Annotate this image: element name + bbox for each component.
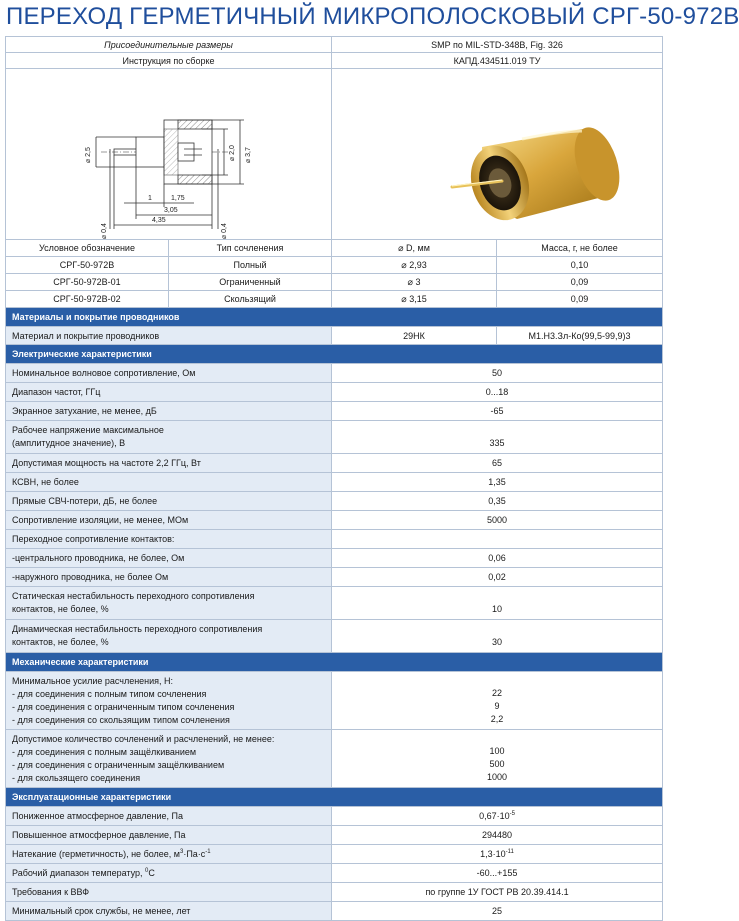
mechanical-section-header — [6, 653, 663, 672]
drawing-cell — [6, 69, 332, 240]
spec-label: Сопротивление изоляции, не менее, МОм — [6, 511, 332, 530]
dim-d25: ⌀ 2,5 — [85, 147, 92, 163]
spec-row — [6, 730, 663, 788]
spec-value — [332, 845, 663, 864]
spec-row — [6, 587, 663, 620]
spec-row — [6, 402, 663, 421]
dim-d04-right: ⌀ 0,4 — [221, 223, 228, 239]
variants-header-mass: Масса, г, не более — [497, 240, 663, 257]
variant-mating-type: Полный — [169, 257, 332, 274]
cycles-value: 500 — [489, 759, 505, 769]
spec-value: 50 — [332, 364, 663, 383]
cycles-value: 100 — [489, 746, 505, 756]
variant-mating-type: Скользящий — [169, 291, 332, 308]
materials-row — [6, 327, 663, 345]
spec-label: -наружного проводника, не более Ом — [6, 568, 332, 587]
dim-l435: 4,35 — [152, 217, 166, 224]
spec-value — [332, 807, 663, 826]
force-head: Минимальное усилие расчленения, Н: — [12, 675, 174, 686]
spec-row — [6, 549, 663, 568]
contact-resistance-title: Переходное сопротивление контактов: — [6, 530, 332, 549]
spec-label — [6, 864, 332, 883]
spec-row — [6, 845, 663, 864]
variant-diameter: ⌀ 3 — [332, 274, 497, 291]
spec-value: 25 — [332, 902, 663, 921]
spec-label — [6, 421, 332, 454]
materials-label: Материал и покрытие проводников — [6, 327, 332, 345]
spec-label: Прямые СВЧ-потери, дБ, не более — [6, 492, 332, 511]
connection-dimensions-row — [6, 37, 663, 53]
spec-label: Повышенное атмосферное давление, Па — [6, 826, 332, 845]
static-label-line1: Статическая нестабильность переходного сопротивления — [12, 591, 255, 601]
force-line: - для соединения со скользящим типом сочленения — [12, 714, 230, 725]
spec-label — [6, 620, 332, 653]
dim-l1: 1 — [148, 195, 152, 202]
variant-designation: СРГ-50-972В-02 — [6, 291, 169, 308]
voltage-label-line1: Рабочее напряжение максимальное — [12, 425, 164, 435]
variants-header-designation: Условное обозначение — [6, 240, 169, 257]
spec-label: -центрального проводника, не более, Ом — [6, 549, 332, 568]
leak-label-text: Натекание (герметичность), не более, м — [12, 849, 180, 859]
variant-diameter: ⌀ 2,93 — [332, 257, 497, 274]
spec-label — [6, 845, 332, 864]
assembly-instruction-label: Инструкция по сборке — [6, 53, 332, 69]
spec-row — [6, 902, 663, 921]
variant-designation: СРГ-50-972В — [6, 257, 169, 274]
variant-row — [6, 274, 663, 291]
assembly-instruction-row — [6, 53, 663, 69]
spec-label: Пониженное атмосферное давление, Па — [6, 807, 332, 826]
force-value: 22 — [492, 688, 503, 698]
cycles-line: - для соединения с ограниченным защёлкиванием — [12, 759, 225, 770]
spec-row — [6, 492, 663, 511]
spec-value — [332, 730, 663, 788]
dim-d20: ⌀ 2,0 — [229, 145, 236, 161]
variant-designation: СРГ-50-972В-01 — [6, 274, 169, 291]
spec-table — [5, 36, 663, 921]
spec-value: -60...+155 — [332, 864, 663, 883]
leak-label-text: ·Па·с — [183, 849, 206, 859]
variant-mass: 0,09 — [497, 274, 663, 291]
spec-value: 0...18 — [332, 383, 663, 402]
spec-row — [6, 883, 663, 902]
connector-drawing-icon — [6, 69, 332, 239]
low-pressure-mantissa: 0,67·10 — [479, 811, 510, 821]
mechanical-section-title: Механические характеристики — [6, 653, 663, 672]
spec-value: 30 — [332, 620, 663, 653]
variant-diameter: ⌀ 3,15 — [332, 291, 497, 308]
variants-header-row — [6, 240, 663, 257]
dynamic-label-line1: Динамическая нестабильность переходного сопротивления — [12, 624, 263, 634]
page-title: ПЕРЕХОД ГЕРМЕТИЧНЫЙ МИКРОПОЛОСКОВЫЙ СРГ-50-972В — [6, 3, 739, 30]
spec-value: 294480 — [332, 826, 663, 845]
spec-value: 0,35 — [332, 492, 663, 511]
dim-l175: 1,75 — [171, 195, 185, 202]
variant-mass: 0,10 — [497, 257, 663, 274]
dim-l305: 3,05 — [164, 207, 178, 214]
spec-value: -65 — [332, 402, 663, 421]
spec-value: 65 — [332, 454, 663, 473]
operational-section-header — [6, 788, 663, 807]
materials-material: 29НК — [332, 327, 497, 345]
spec-row — [6, 383, 663, 402]
images-row — [6, 69, 663, 240]
spec-value: 0,02 — [332, 568, 663, 587]
static-label-line2: контактов, не более, % — [12, 604, 109, 614]
photo-cell — [332, 69, 663, 240]
spec-row — [6, 807, 663, 826]
force-value: 2,2 — [490, 714, 504, 724]
dynamic-label-line2: контактов, не более, % — [12, 637, 109, 647]
temp-label-text: С — [148, 868, 155, 878]
low-pressure-exponent: -5 — [509, 811, 515, 817]
variant-row — [6, 291, 663, 308]
spec-value: 0,06 — [332, 549, 663, 568]
electrical-section-title: Электрические характеристики — [6, 345, 663, 364]
spec-row — [6, 620, 663, 653]
spec-value: 10 — [332, 587, 663, 620]
operational-section-title: Эксплуатационные характеристики — [6, 788, 663, 807]
spec-value — [332, 672, 663, 730]
spec-value: 335 — [332, 421, 663, 454]
variant-mass: 0,09 — [497, 291, 663, 308]
cycles-value: 1000 — [487, 772, 508, 782]
connection-dimensions-value: SMP по MIL-STD-348B, Fig. 326 — [332, 37, 663, 53]
spec-label: Экранное затухание, не менее, дБ — [6, 402, 332, 421]
assembly-instruction-value: КАПД.434511.019 ТУ — [332, 53, 663, 69]
spec-row — [6, 364, 663, 383]
cycles-head: Допустимое количество сочленений и расчленений, не менее: — [12, 733, 275, 744]
spec-label: КСВН, не более — [6, 473, 332, 492]
spec-row — [6, 568, 663, 587]
dim-d37: ⌀ 3,7 — [245, 147, 252, 163]
cycles-line: - для соединения с полным защёлкиванием — [12, 746, 197, 757]
spec-value: 1,35 — [332, 473, 663, 492]
connector-photo-icon — [332, 69, 663, 239]
materials-section-title: Материалы и покрытие проводников — [6, 308, 663, 327]
materials-section-header — [6, 308, 663, 327]
temp-label-text: Рабочий диапазон температур, — [12, 868, 146, 878]
spec-label — [6, 730, 332, 788]
spec-label: Требования к ВВФ — [6, 883, 332, 902]
leak-exponent: -11 — [505, 849, 514, 855]
force-line: - для соединения с ограниченным типом сочленения — [12, 701, 235, 712]
variant-mating-type: Ограниченный — [169, 274, 332, 291]
spec-label: Допустимая мощность на частоте 2,2 ГГц, Вт — [6, 454, 332, 473]
spec-row — [6, 511, 663, 530]
spec-row — [6, 421, 663, 454]
leak-mantissa: 1,3·10 — [480, 849, 506, 859]
materials-coating: М1.Н3.Зл-Ко(99,5-99,9)3 — [497, 327, 663, 345]
spec-row — [6, 530, 663, 549]
force-line: - для соединения с полным типом сочленения — [12, 688, 207, 699]
leak-label-sup: -1 — [205, 849, 211, 855]
spec-value: по группе 1У ГОСТ РВ 20.39.414.1 — [332, 883, 663, 902]
cycles-line: - для скользящего соединения — [12, 772, 141, 783]
spec-label: Минимальный срок службы, не менее, лет — [6, 902, 332, 921]
voltage-label-line2: (амплитудное значение), В — [12, 438, 126, 448]
spec-row — [6, 672, 663, 730]
spec-label — [6, 672, 332, 730]
variants-header-mating-type: Тип сочленения — [169, 240, 332, 257]
variant-row — [6, 257, 663, 274]
spec-label: Диапазон частот, ГГц — [6, 383, 332, 402]
spec-row — [6, 826, 663, 845]
spec-row — [6, 864, 663, 883]
variants-header-diameter: ⌀ D, мм — [332, 240, 497, 257]
dim-d04-left: ⌀ 0,4 — [101, 223, 108, 239]
spec-value: 5000 — [332, 511, 663, 530]
connection-dimensions-label: Присоединительные размеры — [6, 37, 332, 53]
leak-label-sup: 3 — [179, 849, 184, 855]
spec-row — [6, 473, 663, 492]
spec-row — [6, 454, 663, 473]
spec-label: Номинальное волновое сопротивление, Ом — [6, 364, 332, 383]
temp-label-sup: 0 — [145, 868, 149, 874]
force-value: 9 — [494, 701, 500, 711]
spec-label — [6, 587, 332, 620]
electrical-section-header — [6, 345, 663, 364]
